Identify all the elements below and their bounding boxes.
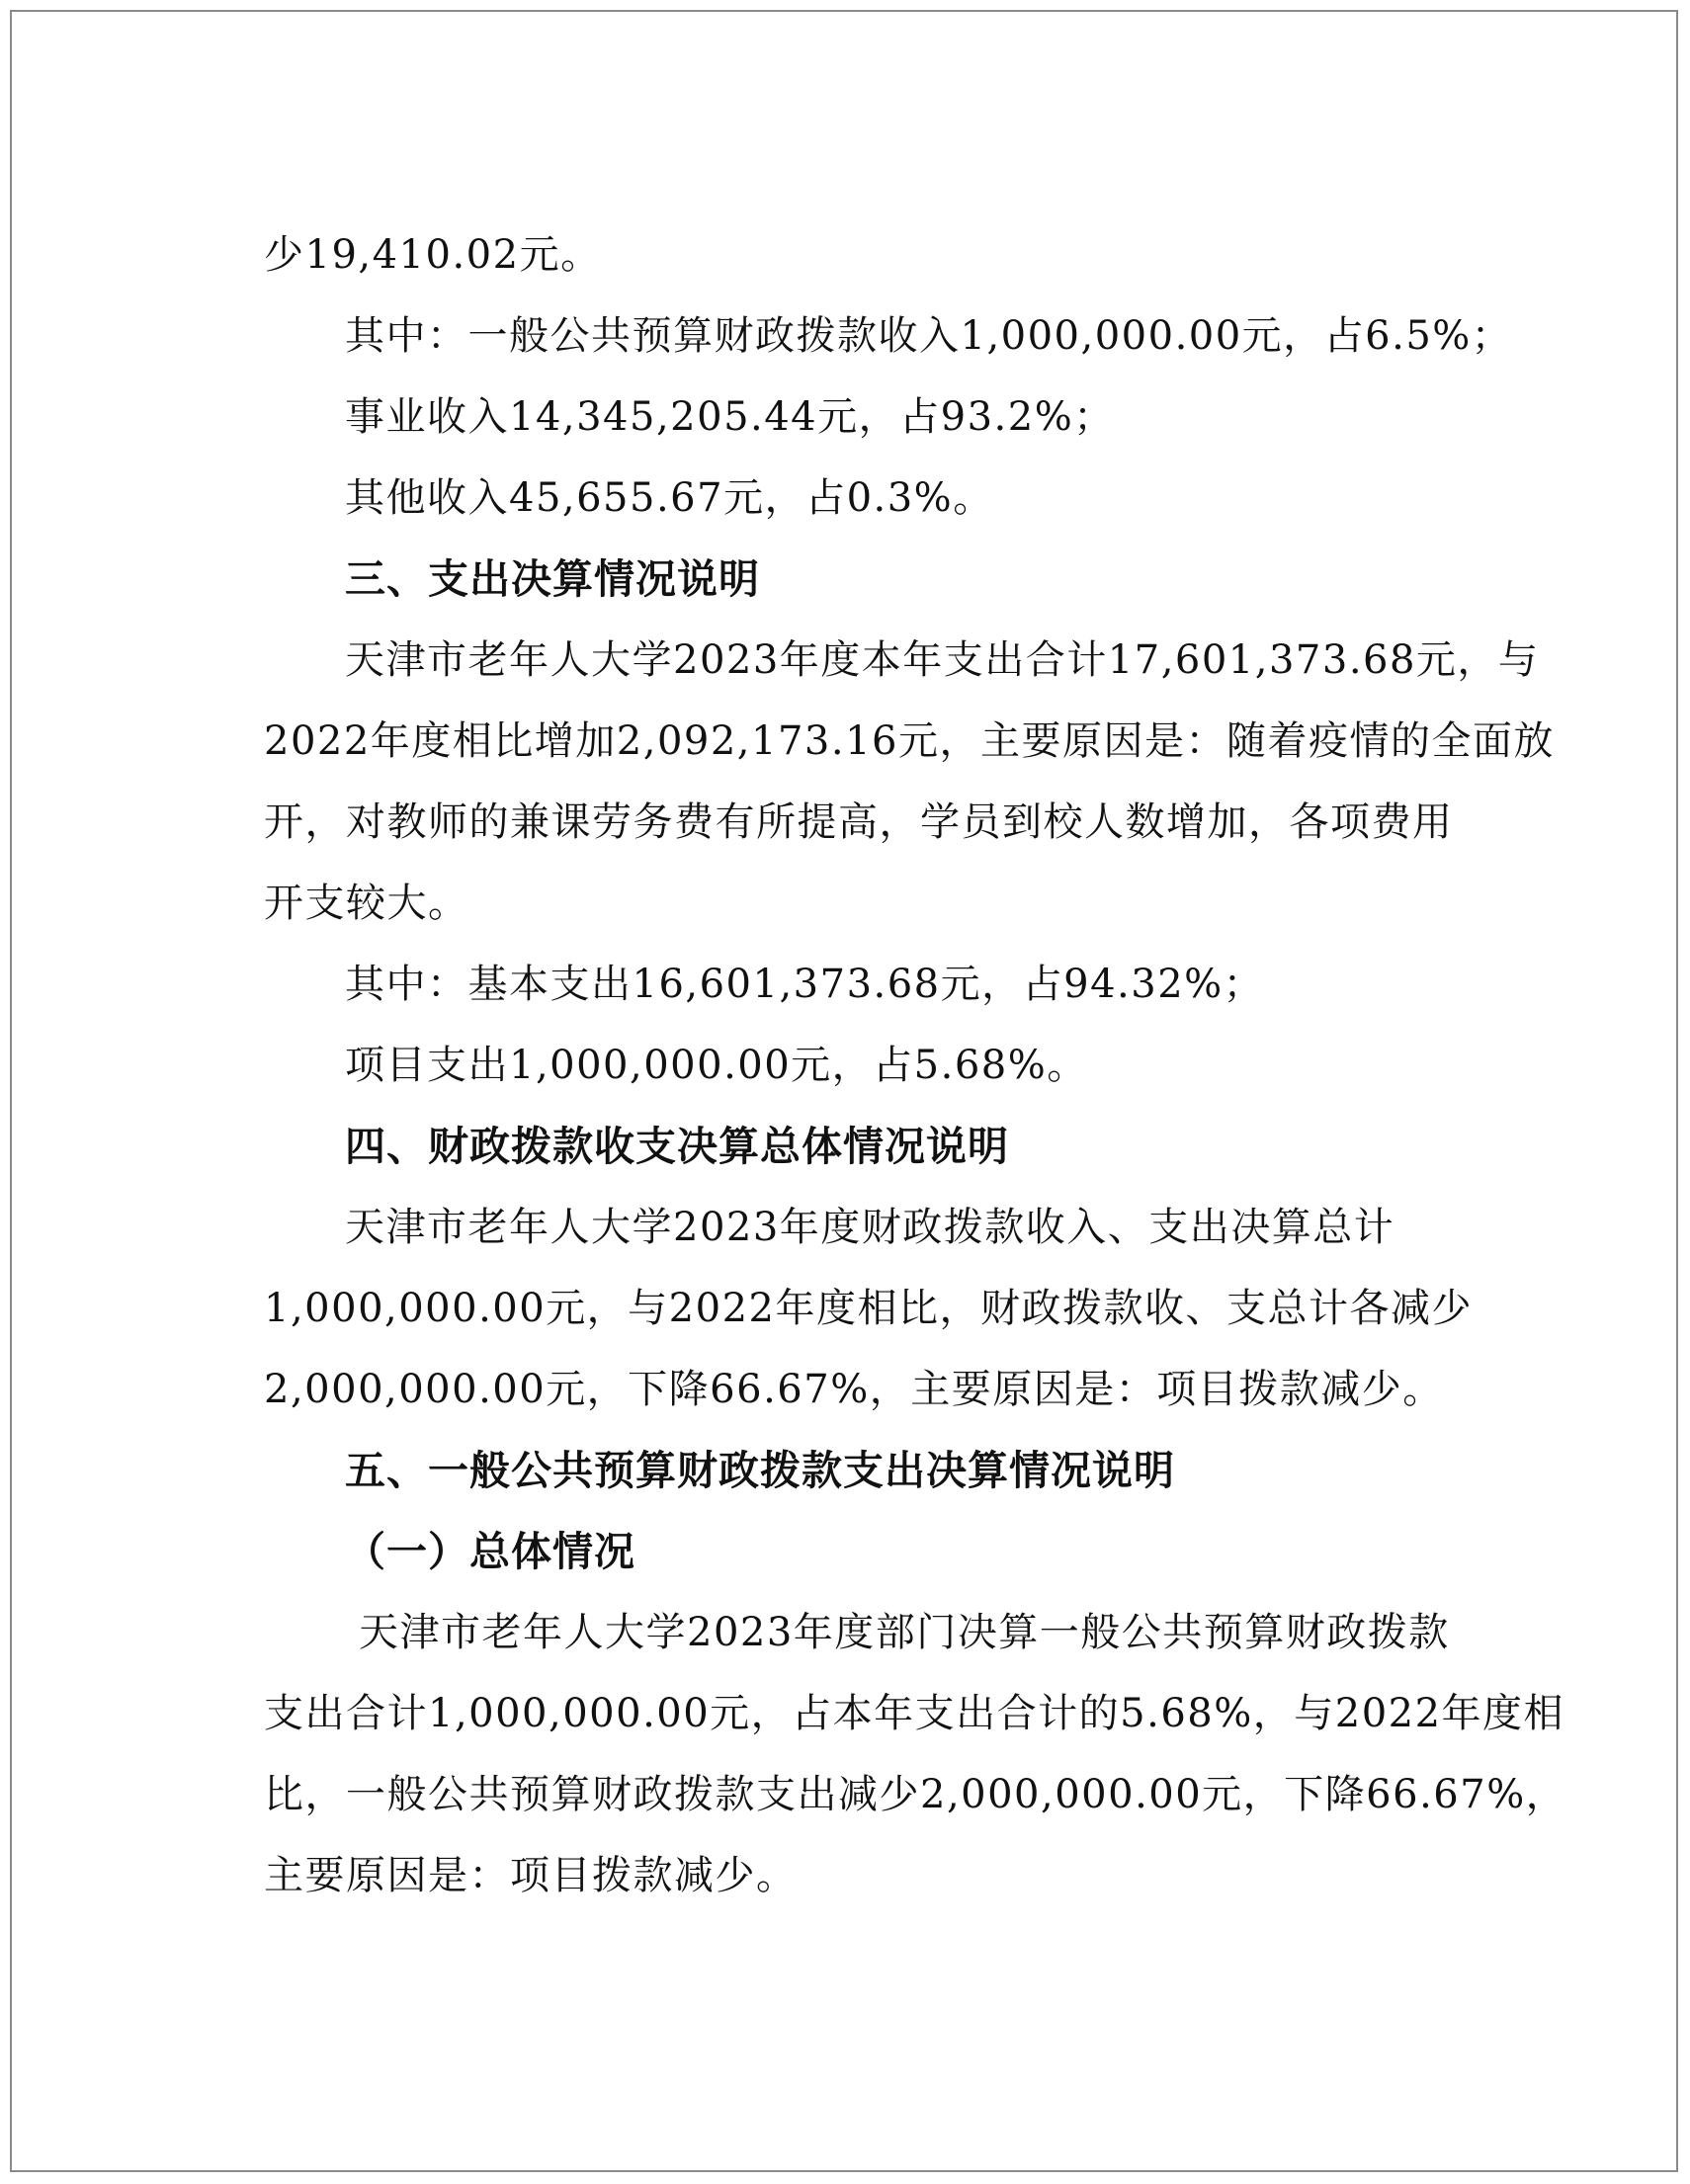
text-line: 天津市老年人大学2023年度部门决算一般公共预算财政拨款 <box>359 1610 1450 1655</box>
text-line: 支出合计1,000,000.00元，占本年支出合计的5.68%，与2022年度相 <box>264 1691 1565 1736</box>
text-line: 天津市老年人大学2023年度财政拨款收入、支出决算总计 <box>345 1205 1395 1250</box>
section-heading: 五、一般公共预算财政拨款支出决算情况说明 <box>345 1447 1175 1494</box>
text-line: 事业收入14,345,205.44元，占93.2%； <box>345 394 1115 440</box>
text-line: 2022年度相比增加2,092,173.16元，主要原因是：随着疫情的全面放 <box>264 718 1555 764</box>
text-line: 天津市老年人大学2023年度本年支出合计17,601,373.68元，与 <box>345 637 1540 683</box>
subsection-heading: （一）总体情况 <box>345 1528 635 1575</box>
text-line: 开支较大。 <box>264 881 469 926</box>
section-heading: 四、财政拨款收支决算总体情况说明 <box>345 1123 1009 1170</box>
text-line: 少19,410.02元。 <box>264 232 602 278</box>
document-page <box>10 10 1678 2172</box>
text-line: 其中：一般公共预算财政拨款收入1,000,000.00元，占6.5%； <box>345 313 1513 359</box>
text-line: 其他收入45,655.67元，占0.3%。 <box>345 475 994 521</box>
text-line: 1,000,000.00元，与2022年度相比，财政拨款收、支总计各减少 <box>264 1286 1473 1331</box>
text-line: 比，一般公共预算财政拨款支出减少2,000,000.00元，下降66.67%， <box>264 1772 1567 1817</box>
section-heading: 三、支出决算情况说明 <box>345 555 760 603</box>
text-line: 其中：基本支出16,601,373.68元，占94.32%； <box>345 962 1265 1007</box>
text-line: 2,000,000.00元，下降66.67%，主要原因是：项目拨款减少。 <box>264 1367 1444 1412</box>
text-line: 项目支出1,000,000.00元，占5.68%。 <box>345 1043 1088 1088</box>
text-line: 开，对教师的兼课劳务费有所提高，学员到校人数增加，各项费用 <box>264 799 1454 845</box>
text-line: 主要原因是：项目拨款减少。 <box>264 1853 798 1898</box>
